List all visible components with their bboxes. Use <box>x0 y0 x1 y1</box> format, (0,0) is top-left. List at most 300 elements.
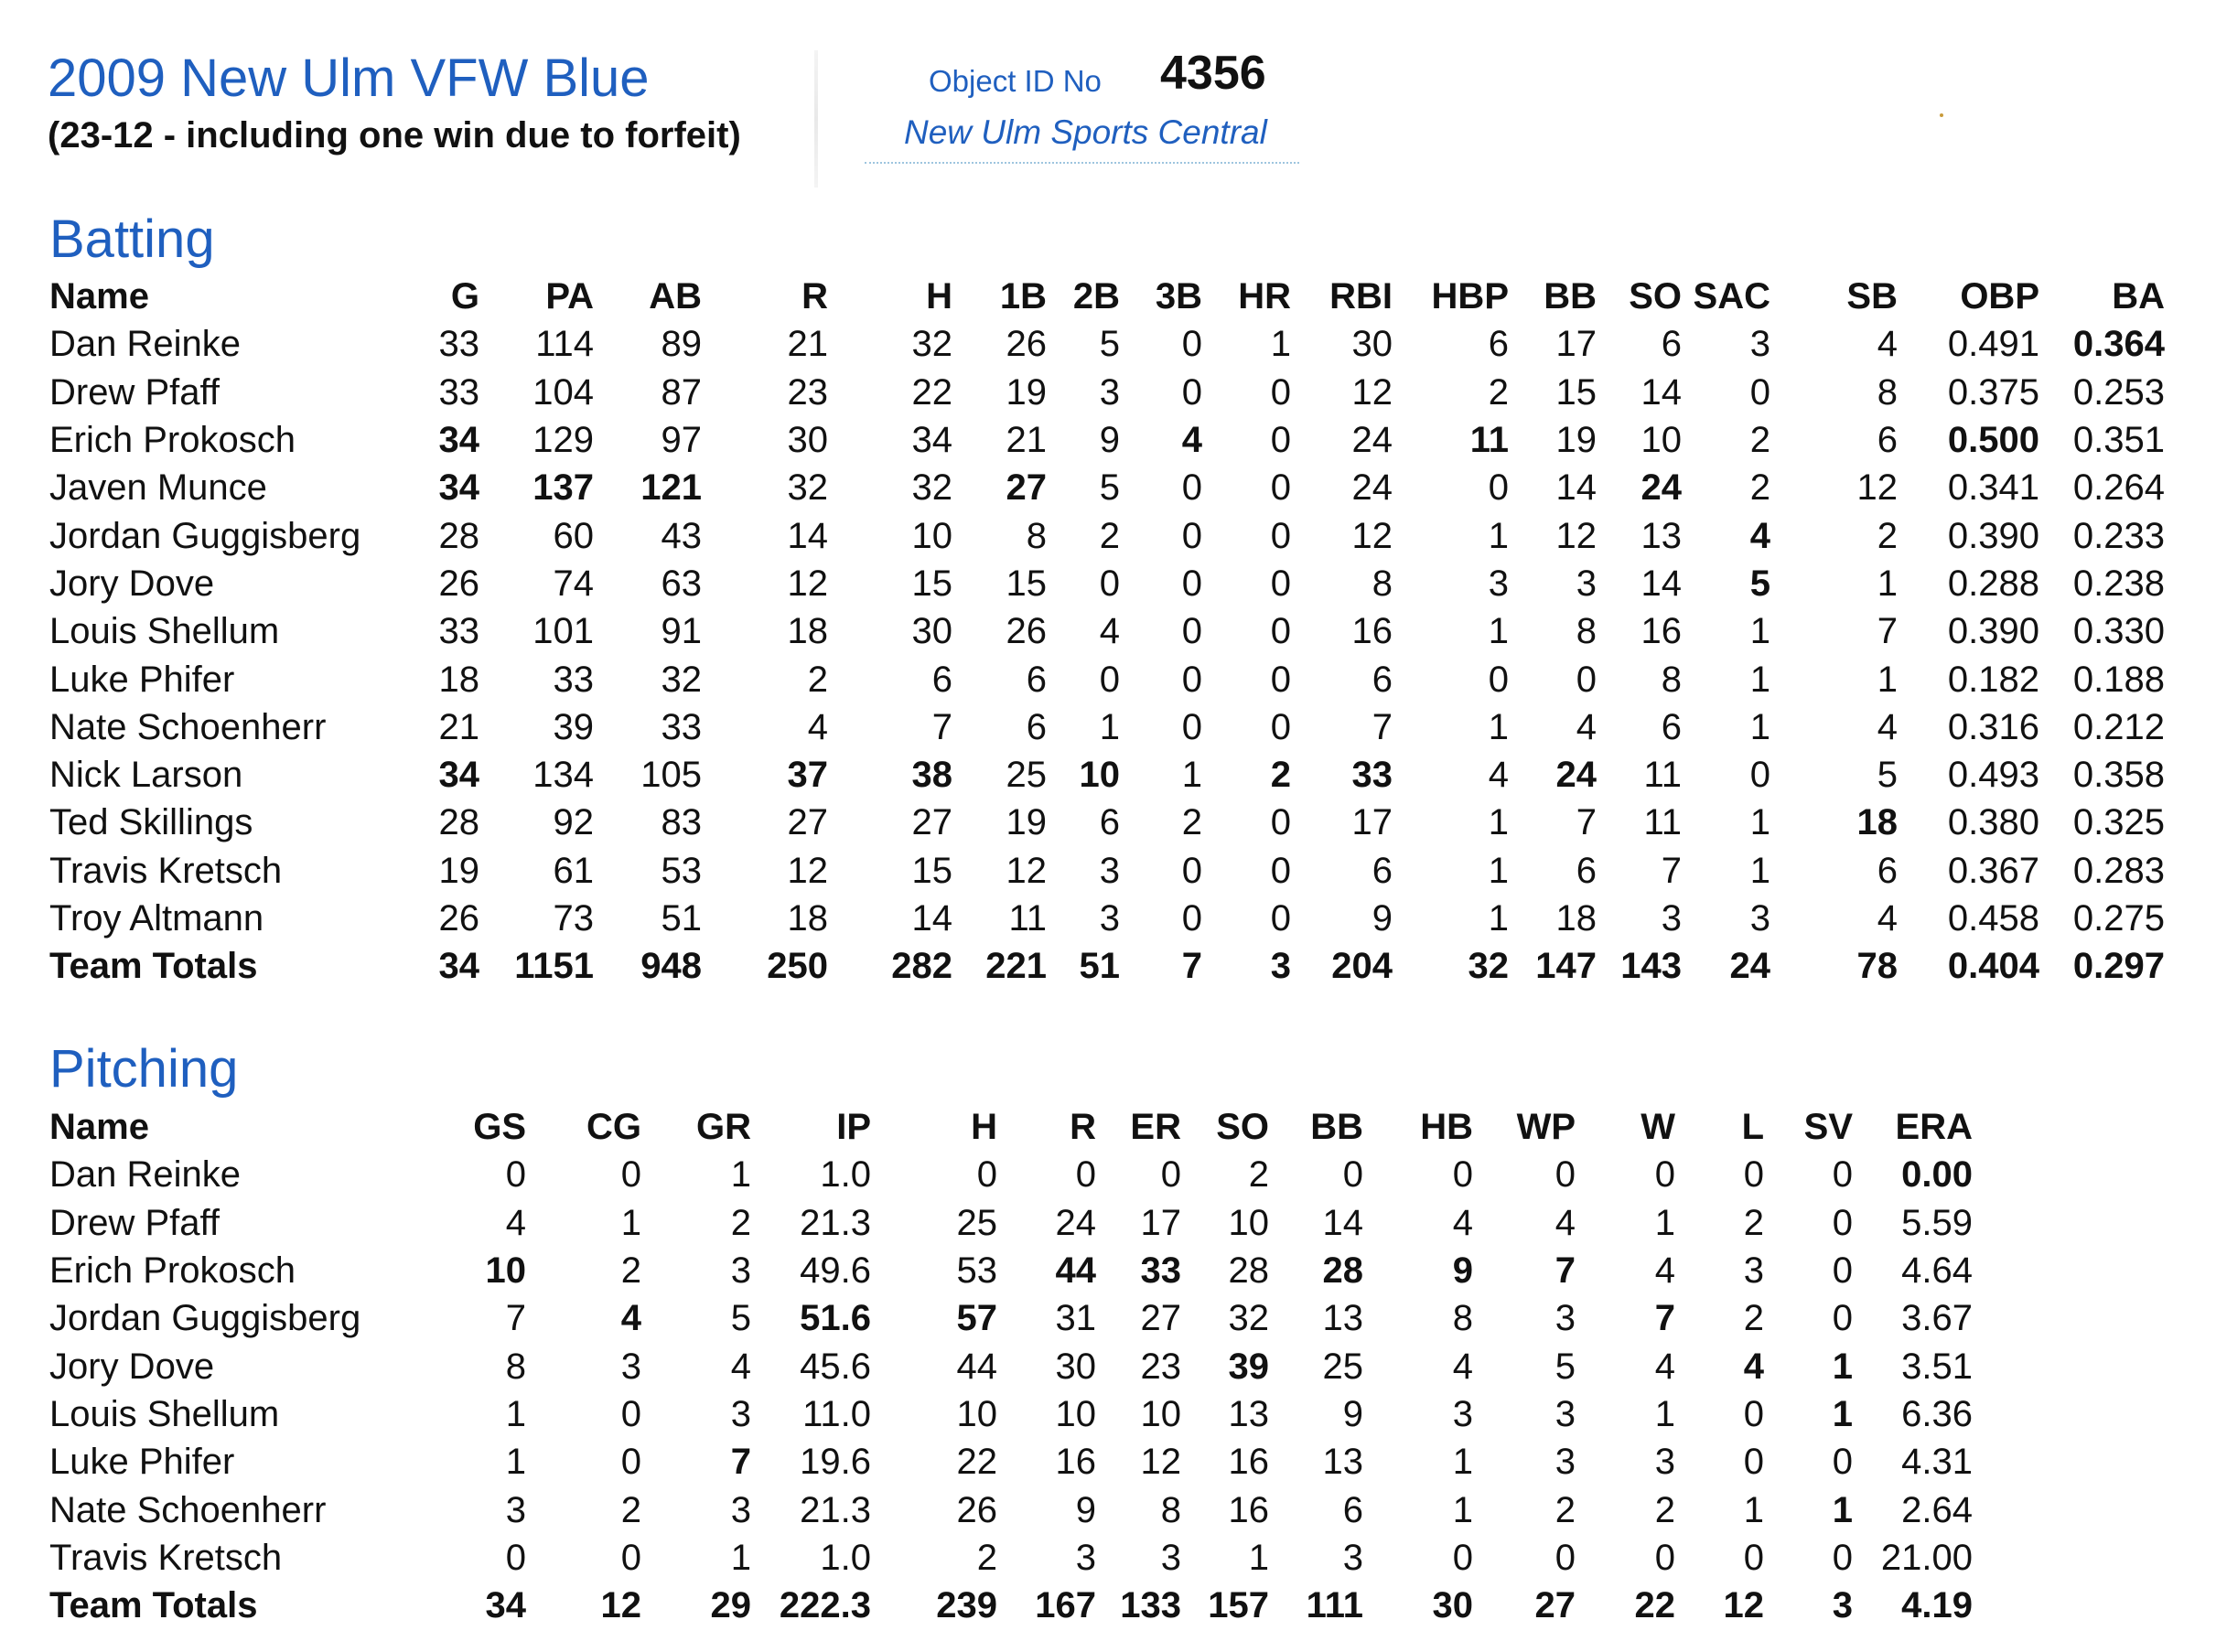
table-row <box>49 1342 1973 1389</box>
page-title: 2009 New Ulm VFW Blue <box>48 48 650 108</box>
total-obp: 0.404 <box>1947 946 2039 987</box>
stat-2b: 2 <box>1099 515 1120 556</box>
player-name: Nate Schoenherr <box>49 1489 327 1530</box>
stat-sac: 3 <box>1749 324 1770 365</box>
stat-ba: 0.330 <box>2072 611 2165 652</box>
stat-ip: 19.6 <box>800 1442 871 1483</box>
stat-ip: 21.3 <box>800 1202 871 1243</box>
stat-sb: 2 <box>1877 515 1898 556</box>
stat-ip: 1.0 <box>820 1537 871 1578</box>
stat-rbi: 6 <box>1372 659 1393 700</box>
stat-1b: 12 <box>1006 850 1047 891</box>
table-row <box>49 369 2165 416</box>
stat-so: 13 <box>1640 515 1682 556</box>
stat-bb: 17 <box>1555 324 1597 365</box>
table-row <box>49 1151 1973 1198</box>
stat-sac: 1 <box>1749 659 1770 700</box>
stat-r: 12 <box>787 563 828 604</box>
stat-gr: 1 <box>730 1537 751 1578</box>
stat-hbp: 11 <box>1469 420 1509 461</box>
stat-cg: 0 <box>620 1442 641 1483</box>
stat-obp: 0.390 <box>1947 611 2039 652</box>
stat-wp: 3 <box>1554 1442 1576 1483</box>
stat-gs: 4 <box>505 1202 526 1243</box>
stat-er: 17 <box>1140 1202 1181 1243</box>
stat-ba: 0.325 <box>2072 802 2165 843</box>
stat-so: 14 <box>1640 371 1682 413</box>
stat-ba: 0.238 <box>2072 563 2165 604</box>
batting-header-3b: 3B <box>1155 276 1202 317</box>
stat-g: 33 <box>438 324 479 365</box>
stat-ab: 87 <box>661 371 702 413</box>
stat-sv: 0 <box>1832 1202 1853 1243</box>
total-h: 282 <box>891 946 952 987</box>
table-row <box>49 1199 1973 1247</box>
stat-bb: 19 <box>1555 420 1597 461</box>
table-row <box>49 1534 1973 1582</box>
stat-hr: 0 <box>1270 611 1291 652</box>
stat-ba: 0.253 <box>2072 371 2165 413</box>
stat-obp: 0.390 <box>1947 515 2039 556</box>
stat-sac: 4 <box>1749 515 1770 556</box>
stat-g: 21 <box>438 706 479 747</box>
stat-hr: 0 <box>1270 467 1291 509</box>
stat-sac: 5 <box>1749 563 1770 604</box>
stat-cg: 2 <box>620 1489 641 1530</box>
stat-ba: 0.188 <box>2072 659 2165 700</box>
stat-sb: 4 <box>1877 324 1898 365</box>
stat-so: 14 <box>1640 563 1682 604</box>
stat-wp: 0 <box>1554 1537 1576 1578</box>
stat-cg: 2 <box>620 1250 641 1292</box>
player-name: Erich Prokosch <box>49 420 296 461</box>
stat-3b: 0 <box>1181 850 1202 891</box>
stat-w: 0 <box>1654 1537 1675 1578</box>
stat-hb: 8 <box>1452 1298 1473 1339</box>
stat-sv: 1 <box>1832 1393 1853 1434</box>
stat-w: 1 <box>1654 1202 1675 1243</box>
stat-sb: 8 <box>1877 371 1898 413</box>
stat-obp: 0.458 <box>1947 898 2039 939</box>
stat-pa: 92 <box>553 802 594 843</box>
stat-hb: 1 <box>1452 1489 1473 1530</box>
stat-obp: 0.375 <box>1947 371 2039 413</box>
stat-er: 0 <box>1160 1154 1181 1196</box>
stat-so: 10 <box>1640 420 1682 461</box>
stat-cg: 0 <box>620 1537 641 1578</box>
stat-bb: 0 <box>1342 1154 1363 1196</box>
stat-rbi: 16 <box>1351 611 1393 652</box>
stat-g: 34 <box>438 467 479 509</box>
total-sv: 3 <box>1832 1585 1853 1626</box>
stat-cg: 1 <box>620 1202 641 1243</box>
stat-h: 14 <box>911 898 952 939</box>
stat-era: 6.36 <box>1901 1393 1973 1434</box>
stat-ip: 45.6 <box>800 1346 871 1387</box>
stat-cg: 4 <box>620 1298 641 1339</box>
stat-gs: 10 <box>485 1250 526 1292</box>
stat-pa: 39 <box>553 706 594 747</box>
stat-r: 4 <box>807 706 828 747</box>
stat-so: 11 <box>1643 802 1682 843</box>
stat-w: 2 <box>1654 1489 1675 1530</box>
pitching-header-gr: GR <box>696 1107 751 1148</box>
stat-pa: 60 <box>553 515 594 556</box>
total-so: 157 <box>1208 1585 1269 1626</box>
stat-sv: 1 <box>1832 1346 1853 1387</box>
table-row <box>49 847 2165 895</box>
stat-1b: 19 <box>1006 371 1047 413</box>
stat-hr: 0 <box>1270 850 1291 891</box>
stat-hbp: 1 <box>1488 515 1509 556</box>
stat-obp: 0.288 <box>1947 563 2039 604</box>
stat-ab: 97 <box>661 420 702 461</box>
total-ba: 0.297 <box>2072 946 2165 987</box>
stat-so: 1 <box>1248 1537 1269 1578</box>
stat-gs: 8 <box>505 1346 526 1387</box>
stat-ab: 32 <box>661 659 702 700</box>
stat-bb: 4 <box>1576 706 1597 747</box>
stat-bb: 25 <box>1322 1346 1363 1387</box>
pitching-header-wp: WP <box>1516 1107 1576 1148</box>
table-row <box>49 703 2165 751</box>
stat-ab: 43 <box>661 515 702 556</box>
total-l: 12 <box>1723 1585 1764 1626</box>
stat-hbp: 1 <box>1488 706 1509 747</box>
stat-bb: 14 <box>1555 467 1597 509</box>
stat-era: 5.59 <box>1901 1202 1973 1243</box>
stat-1b: 6 <box>1026 706 1047 747</box>
stat-pa: 61 <box>553 850 594 891</box>
stat-h: 6 <box>931 659 952 700</box>
stat-2b: 6 <box>1099 802 1120 843</box>
stat-er: 3 <box>1160 1537 1181 1578</box>
batting-header-row <box>49 273 2165 320</box>
stat-3b: 1 <box>1181 755 1202 796</box>
stat-hbp: 1 <box>1488 850 1509 891</box>
stat-pa: 101 <box>532 611 594 652</box>
stat-g: 34 <box>438 420 479 461</box>
stat-sv: 0 <box>1832 1537 1853 1578</box>
stat-h: 15 <box>911 563 952 604</box>
player-name: Louis Shellum <box>49 1393 280 1434</box>
stat-gr: 7 <box>730 1442 751 1483</box>
total-2b: 51 <box>1079 946 1120 987</box>
batting-header-r: R <box>801 276 828 317</box>
player-name: Javen Munce <box>49 467 267 509</box>
stat-bb: 6 <box>1342 1489 1363 1530</box>
stat-sac: 1 <box>1749 706 1770 747</box>
stat-bb: 8 <box>1576 611 1597 652</box>
stat-r: 31 <box>1055 1298 1096 1339</box>
stat-ip: 49.6 <box>800 1250 871 1292</box>
stat-so: 3 <box>1661 898 1682 939</box>
stat-pa: 74 <box>553 563 594 604</box>
total-gr: 29 <box>710 1585 751 1626</box>
player-name: Louis Shellum <box>49 611 280 652</box>
batting-header-so: SO <box>1629 276 1682 317</box>
stat-rbi: 33 <box>1351 755 1393 796</box>
stat-hbp: 0 <box>1488 659 1509 700</box>
object-id-label: Object ID No <box>929 64 1102 98</box>
pitching-header-cg: CG <box>586 1107 641 1148</box>
stat-ba: 0.364 <box>2072 324 2165 365</box>
table-row <box>49 464 2165 511</box>
stat-rbi: 30 <box>1351 324 1393 365</box>
stat-ba: 0.283 <box>2072 850 2165 891</box>
stat-1b: 11 <box>1008 898 1047 939</box>
source-credit: New Ulm Sports Central <box>904 113 1267 151</box>
stat-hr: 0 <box>1270 371 1291 413</box>
stat-so: 8 <box>1661 659 1682 700</box>
stat-sb: 6 <box>1877 420 1898 461</box>
stat-ip: 11.0 <box>802 1393 871 1434</box>
stat-h: 22 <box>911 371 952 413</box>
object-id-number: 4356 <box>1160 47 1266 100</box>
total-h: 239 <box>936 1585 997 1626</box>
stat-era: 4.64 <box>1901 1250 1973 1292</box>
table-row <box>49 607 2165 655</box>
stat-g: 28 <box>438 515 479 556</box>
player-name: Jory Dove <box>49 1346 215 1387</box>
stat-gs: 0 <box>505 1154 526 1196</box>
stat-l: 2 <box>1743 1298 1764 1339</box>
stat-2b: 5 <box>1099 467 1120 509</box>
stat-bb: 0 <box>1576 659 1597 700</box>
batting-header-obp: OBP <box>1960 276 2039 317</box>
stat-so: 2 <box>1248 1154 1269 1196</box>
stat-l: 0 <box>1743 1154 1764 1196</box>
stat-sb: 4 <box>1877 706 1898 747</box>
stat-ip: 51.6 <box>800 1298 871 1339</box>
total-ab: 948 <box>640 946 702 987</box>
stat-so: 10 <box>1228 1202 1269 1243</box>
stat-h: 15 <box>911 850 952 891</box>
stat-h: 10 <box>911 515 952 556</box>
pitching-header-h: H <box>971 1107 997 1148</box>
pitching-section-title: Pitching <box>49 1039 239 1099</box>
total-hb: 30 <box>1432 1585 1473 1626</box>
stat-gr: 3 <box>730 1393 751 1434</box>
stat-1b: 15 <box>1006 563 1047 604</box>
stat-sb: 5 <box>1877 755 1898 796</box>
stat-h: 25 <box>956 1202 997 1243</box>
stat-hr: 0 <box>1270 420 1291 461</box>
stat-ab: 91 <box>661 611 702 652</box>
stat-ab: 51 <box>661 898 702 939</box>
stat-3b: 0 <box>1181 371 1202 413</box>
totals-label: Team Totals <box>49 1585 258 1626</box>
stat-sac: 2 <box>1749 420 1770 461</box>
stat-g: 34 <box>438 755 479 796</box>
stat-3b: 0 <box>1181 324 1202 365</box>
stat-bb: 14 <box>1322 1202 1363 1243</box>
stat-hb: 9 <box>1452 1250 1473 1292</box>
player-name: Dan Reinke <box>49 324 242 365</box>
stat-h: 44 <box>956 1346 997 1387</box>
stat-bb: 12 <box>1555 515 1597 556</box>
player-name: Dan Reinke <box>49 1154 242 1196</box>
player-name: Luke Phifer <box>49 1442 235 1483</box>
stat-ip: 21.3 <box>800 1489 871 1530</box>
pitching-header-er: ER <box>1130 1107 1181 1148</box>
stat-w: 1 <box>1654 1393 1675 1434</box>
stat-l: 0 <box>1743 1393 1764 1434</box>
stat-so: 7 <box>1661 850 1682 891</box>
stat-r: 12 <box>787 850 828 891</box>
stat-obp: 0.316 <box>1947 706 2039 747</box>
table-row <box>49 1294 1973 1342</box>
scan-speck <box>1940 113 1943 117</box>
stat-pa: 73 <box>553 898 594 939</box>
stat-so: 6 <box>1661 706 1682 747</box>
team-totals-row <box>49 942 2165 990</box>
stat-h: 10 <box>956 1393 997 1434</box>
stat-r: 3 <box>1075 1537 1096 1578</box>
stat-gr: 3 <box>730 1489 751 1530</box>
stat-sv: 1 <box>1832 1489 1853 1530</box>
stat-r: 44 <box>1055 1250 1096 1292</box>
stat-h: 32 <box>911 324 952 365</box>
stat-r: 21 <box>787 324 828 365</box>
stat-gr: 3 <box>730 1250 751 1292</box>
stat-h: 32 <box>911 467 952 509</box>
stat-bb: 28 <box>1322 1250 1363 1292</box>
stat-1b: 26 <box>1006 611 1047 652</box>
total-r: 250 <box>767 946 828 987</box>
stat-hbp: 0 <box>1488 467 1509 509</box>
player-name: Drew Pfaff <box>49 1202 220 1243</box>
stat-gr: 1 <box>730 1154 751 1196</box>
stat-1b: 27 <box>1006 467 1047 509</box>
total-hbp: 32 <box>1468 946 1509 987</box>
stat-rbi: 24 <box>1351 420 1393 461</box>
stat-r: 16 <box>1055 1442 1096 1483</box>
stat-sv: 0 <box>1832 1442 1853 1483</box>
stat-pa: 137 <box>532 467 594 509</box>
stat-ab: 53 <box>661 850 702 891</box>
stat-3b: 0 <box>1181 898 1202 939</box>
player-name: Erich Prokosch <box>49 1250 296 1292</box>
batting-header-pa: PA <box>545 276 594 317</box>
stat-h: 22 <box>956 1442 997 1483</box>
stat-r: 2 <box>807 659 828 700</box>
stat-sac: 0 <box>1749 755 1770 796</box>
stat-hb: 4 <box>1452 1346 1473 1387</box>
stat-sb: 12 <box>1856 467 1898 509</box>
stat-gs: 7 <box>505 1298 526 1339</box>
stat-sb: 18 <box>1856 802 1898 843</box>
stat-1b: 21 <box>1006 420 1047 461</box>
batting-header-bb: BB <box>1544 276 1597 317</box>
stat-ba: 0.233 <box>2072 515 2165 556</box>
stat-hr: 0 <box>1270 515 1291 556</box>
stat-wp: 0 <box>1554 1154 1576 1196</box>
stat-hbp: 1 <box>1488 611 1509 652</box>
total-cg: 12 <box>600 1585 641 1626</box>
total-3b: 7 <box>1181 946 1202 987</box>
stat-w: 3 <box>1654 1442 1675 1483</box>
pitching-header-r: R <box>1070 1107 1096 1148</box>
stat-rbi: 24 <box>1351 467 1393 509</box>
table-row <box>49 416 2165 464</box>
stat-g: 26 <box>438 563 479 604</box>
stat-sb: 1 <box>1877 659 1898 700</box>
table-row <box>49 751 2165 799</box>
stat-sac: 2 <box>1749 467 1770 509</box>
table-row <box>49 1390 1973 1438</box>
stat-pa: 104 <box>532 371 594 413</box>
header-divider <box>814 50 818 188</box>
table-row <box>49 560 2165 607</box>
stat-2b: 5 <box>1099 324 1120 365</box>
player-name: Jordan Guggisberg <box>49 515 361 556</box>
stat-so: 6 <box>1661 324 1682 365</box>
stat-gr: 4 <box>730 1346 751 1387</box>
stat-obp: 0.491 <box>1947 324 2039 365</box>
pitching-table <box>49 1103 1973 1629</box>
total-sb: 78 <box>1856 946 1898 987</box>
stat-bb: 24 <box>1555 755 1597 796</box>
source-underline <box>865 162 1299 164</box>
stat-rbi: 12 <box>1351 371 1393 413</box>
stat-er: 33 <box>1140 1250 1181 1292</box>
stat-3b: 0 <box>1181 467 1202 509</box>
stat-r: 18 <box>787 898 828 939</box>
stat-hb: 4 <box>1452 1202 1473 1243</box>
stat-pa: 134 <box>532 755 594 796</box>
stat-h: 2 <box>976 1537 997 1578</box>
stat-r: 24 <box>1055 1202 1096 1243</box>
stat-obp: 0.341 <box>1947 467 2039 509</box>
table-row <box>49 1247 1973 1294</box>
stat-wp: 3 <box>1554 1298 1576 1339</box>
stat-cg: 0 <box>620 1154 641 1196</box>
stat-2b: 0 <box>1099 659 1120 700</box>
stat-2b: 4 <box>1099 611 1120 652</box>
player-name: Drew Pfaff <box>49 371 220 413</box>
pitching-header-name: Name <box>49 1107 149 1148</box>
stat-gr: 5 <box>730 1298 751 1339</box>
stat-era: 3.51 <box>1901 1346 1973 1387</box>
stat-obp: 0.182 <box>1947 659 2039 700</box>
stat-obp: 0.380 <box>1947 802 2039 843</box>
batting-header-rbi: RBI <box>1329 276 1393 317</box>
stat-era: 3.67 <box>1901 1298 1973 1339</box>
stat-2b: 3 <box>1099 371 1120 413</box>
table-row <box>49 1438 1973 1486</box>
stat-hr: 0 <box>1270 659 1291 700</box>
stat-hbp: 1 <box>1488 898 1509 939</box>
stat-gs: 3 <box>505 1489 526 1530</box>
batting-table <box>49 273 2165 990</box>
stat-3b: 0 <box>1181 659 1202 700</box>
stat-h: 26 <box>956 1489 997 1530</box>
stat-bb: 18 <box>1555 898 1597 939</box>
stat-g: 28 <box>438 802 479 843</box>
stat-rbi: 17 <box>1351 802 1393 843</box>
stat-h: 7 <box>931 706 952 747</box>
stat-3b: 0 <box>1181 706 1202 747</box>
table-row <box>49 320 2165 368</box>
stat-h: 34 <box>911 420 952 461</box>
stat-h: 30 <box>911 611 952 652</box>
total-pa: 1151 <box>514 946 594 987</box>
stat-pa: 33 <box>553 659 594 700</box>
table-row <box>49 1486 1973 1533</box>
stat-bb: 7 <box>1576 802 1597 843</box>
stat-sv: 0 <box>1832 1298 1853 1339</box>
